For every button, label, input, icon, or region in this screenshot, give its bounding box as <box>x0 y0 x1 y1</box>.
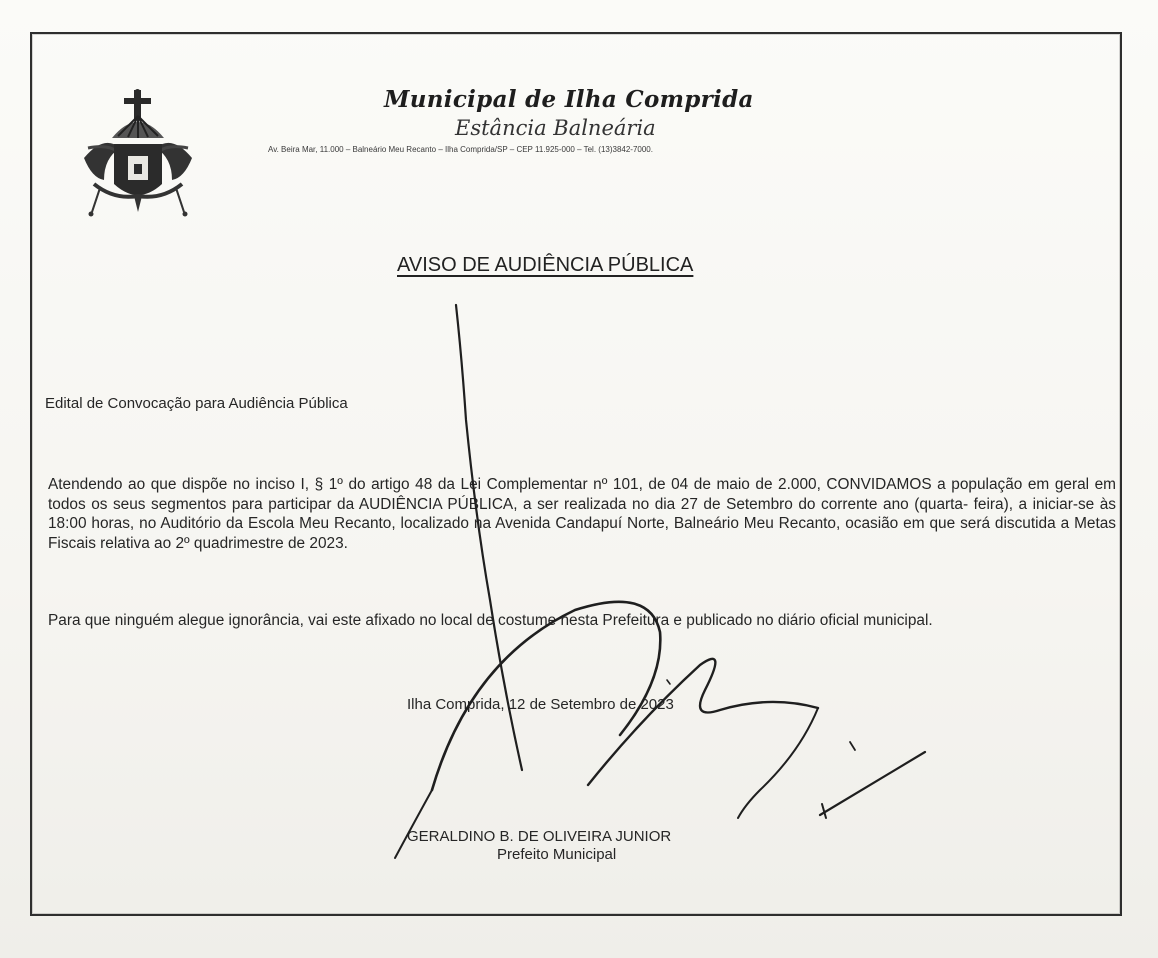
notice-subtitle: Edital de Convocação para Audiência Pública <box>45 395 348 412</box>
notice-paragraph-1: Atendendo ao que dispõe no inciso I, § 1º do artigo 48 da Lei Complementar nº 101, de 04 de maio de 2.000, CONVIDAMOS a população em geral em todos os seus segmentos para participar da AUDIÊNCIA PÚBLICA, a ser realizada no dia 27 de Setembro do corrente ano (quarta- feira), a iniciar-se às 18:00 horas, no Auditório da Escola Meu Recanto, localizado na Avenida Candapuí Norte, Balneário Meu Recanto, ocasião em que será discutida a Metas Fiscais relativa ao 2º quadrimestre de 2023. <box>48 476 1116 552</box>
municipality-address: Av. Beira Mar, 11.000 – Balneário Meu Recanto – Ilha Comprida/SP – CEP 11.925-000 – Tel. (13)3842-7000. <box>268 145 653 154</box>
notice-title: AVISO DE AUDIÊNCIA PÚBLICA <box>397 254 694 276</box>
signer-role: Prefeito Municipal <box>497 846 617 863</box>
municipality-title: Municipal de Ilha Comprida <box>384 86 754 113</box>
place-date: Ilha Comprida, 12 de Setembro de 2023 <box>407 696 674 713</box>
coat-of-arms-icon <box>74 88 202 218</box>
municipality-subtitle: Estância Balneária <box>455 116 656 140</box>
notice-paragraph-2: Para que ninguém alegue ignorância, vai este afixado no local de costume nesta Prefeitura e publicado no diário oficial municipal. <box>48 612 933 629</box>
signer-name: GERALDINO B. DE OLIVEIRA JUNIOR <box>407 828 672 845</box>
